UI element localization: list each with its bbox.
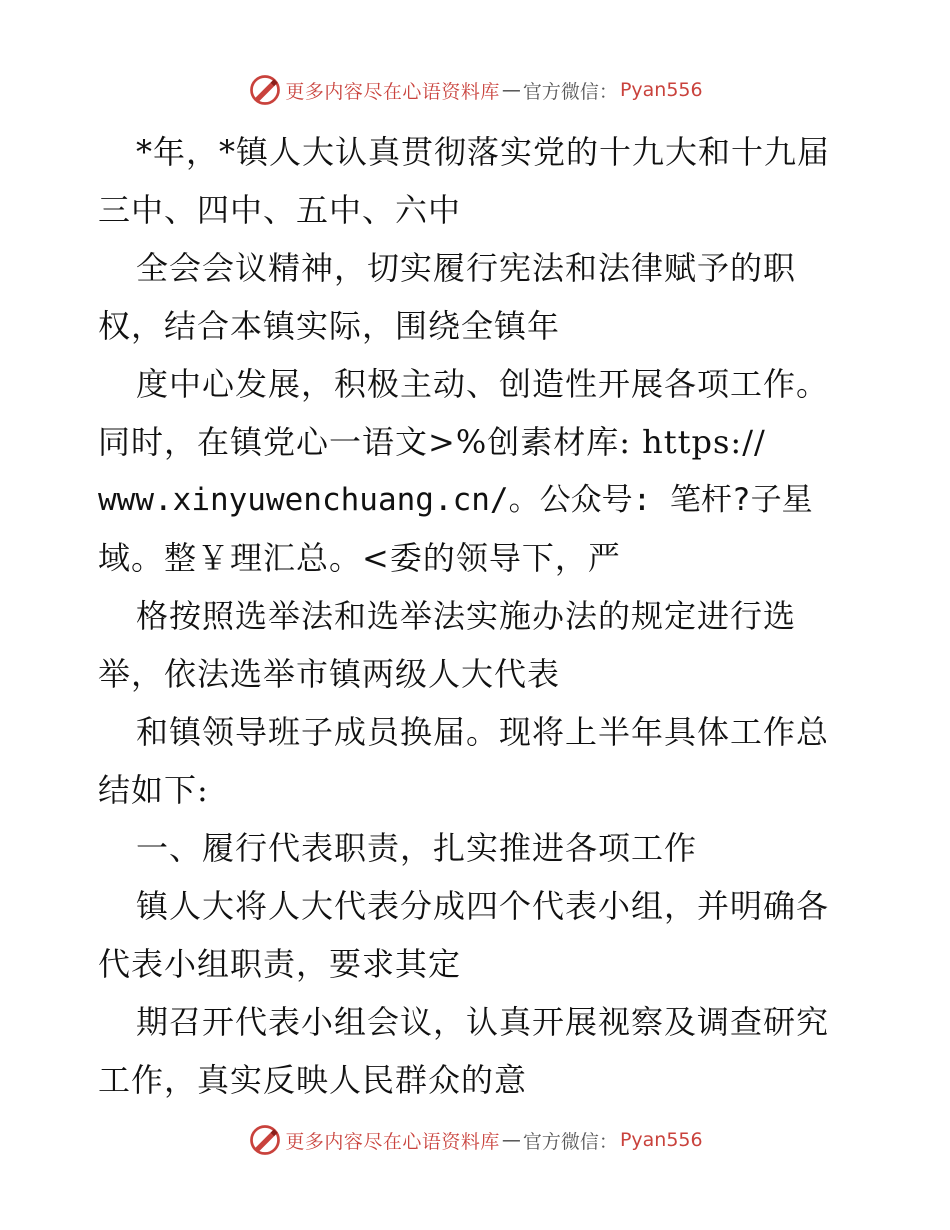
paragraph-line: 三中、四中、五中、六中 <box>98 191 462 229</box>
watermark-official-label: 官方微信： <box>522 1130 618 1153</box>
paragraph-line: 全会会议精神，切实履行宪法和法律赋予的职 <box>136 249 797 287</box>
paragraph-line: *年，*镇人大认真贯彻落实党的十九大和十九届 <box>136 133 831 171</box>
paragraph-line: 权，结合本镇实际，围绕全镇年 <box>98 307 561 345</box>
footer-watermark <box>0 1120 950 1160</box>
paragraph-line: 度中心发展，积极主动、创造性开展各项工作。 <box>136 365 830 403</box>
paragraph-line: www.xinyuwenchuang.cn/。公众号: 笔杆?子星 <box>98 482 813 518</box>
watermark-official-label: 官方微信： <box>522 80 618 103</box>
watermark-brand-text: 更多内容尽在心语资料库 <box>285 80 500 103</box>
pen-logo-icon <box>247 1122 283 1158</box>
paragraph-line: 代表小组职责，要求其定 <box>98 945 462 983</box>
paragraph-line: 镇人大将人大代表分成四个代表小组，并明确各 <box>136 887 830 925</box>
watermark-brand-text: 更多内容尽在心语资料库 <box>285 1130 500 1153</box>
watermark-wechat-id: Pyan556 <box>619 79 703 101</box>
paragraph-line: 域。整￥理汇总。<委的领导下，严 <box>98 539 621 577</box>
document-body <box>98 123 858 1109</box>
header-watermark <box>0 70 950 110</box>
watermark-separator: — <box>501 1129 521 1151</box>
paragraph-line: 举，依法选举市镇两级人大代表 <box>98 655 561 693</box>
watermark-separator: — <box>501 79 521 101</box>
watermark-wechat-id: Pyan556 <box>619 1129 703 1151</box>
paragraph-line: 格按照选举法和选举法实施办法的规定进行选 <box>136 597 797 635</box>
section-heading: 一、履行代表职责，扎实推进各项工作 <box>136 829 698 867</box>
paragraph-line: 期召开代表小组会议，认真开展视察及调查研究 <box>136 1003 830 1041</box>
paragraph-line: 工作，真实反映人民群众的意 <box>98 1061 528 1099</box>
pen-logo-icon <box>247 72 283 108</box>
paragraph-line: 结如下: <box>98 771 209 809</box>
paragraph-line: 同时，在镇党心一语文>%创素材库: https:// <box>98 423 766 461</box>
paragraph-line: 和镇领导班子成员换届。现将上半年具体工作总 <box>136 713 830 751</box>
